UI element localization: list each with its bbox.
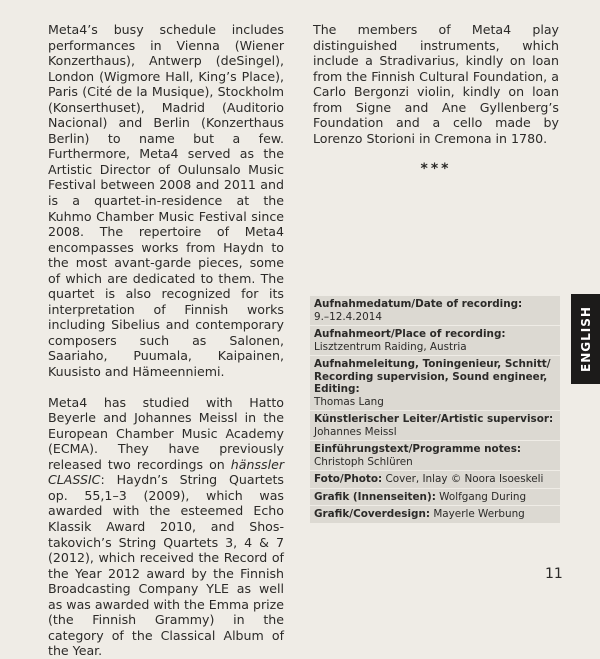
paragraph-studies-text-1: Meta4 has studied with Hatto Beyerle and Johannes Meissl in the European Chamber Music Academy (ECMA). They have previously released two recordings on	[48, 394, 284, 472]
credit-row	[310, 506, 560, 523]
credit-row	[310, 411, 560, 441]
credit-row	[310, 441, 560, 471]
label-name: hänssler CLASSIC	[48, 456, 284, 488]
credit-value: Cover, Inlay © Noora Isoeskeli	[385, 473, 544, 485]
credit-row	[310, 296, 560, 326]
credit-row	[310, 471, 560, 489]
credit-label: Grafik/Coverdesign:	[314, 508, 431, 520]
credit-label: Aufnahmeleitung, Toningenieur, Schnitt/ Recording supervision, Sound engineer, Editing:	[314, 358, 551, 395]
credit-value: Mayerle Werbung	[433, 508, 525, 520]
credit-value: Johannes Meissl	[314, 425, 397, 438]
credit-value: 9.–12.4.2014	[314, 310, 382, 323]
credits-box	[310, 296, 560, 523]
credit-label: Grafik (Innenseiten):	[314, 490, 436, 503]
credit-value: Wolfgang During	[439, 490, 527, 503]
credit-label: Künstlerischer Leiter/Artistic supervisor:	[314, 413, 554, 425]
credit-label: Foto/Photo:	[314, 473, 383, 485]
paragraph-studies	[48, 395, 284, 659]
credit-label: Aufnahmeort/Place of recording:	[314, 328, 506, 340]
credit-value: Thomas Lang	[314, 395, 384, 408]
paragraph-instruments: The members of Meta4 play distinguished instruments, which include a Stradivarius, kindly on loan from the Finnish Cultural Foundation, a Carlo Bergonzi violin, kindly on loan from Signe and Ane Gyllenberg’s Foundation and a cello made by Lorenzo Storioni in Cremona in 1780.	[313, 22, 559, 146]
language-tab-label: ENGLISH	[578, 306, 593, 372]
credit-row	[310, 326, 560, 356]
credit-row	[310, 489, 560, 507]
credit-value: Christoph Schlüren	[314, 455, 413, 468]
paragraph-schedule: Meta4’s busy schedule includes performances in Vienna (Wiener Konzerthaus), Antwerp (deSingel), London (Wigmore Hall, King’s Place), Paris (Cité de la Musique), Stockholm (Konserthuset), Madrid (Auditorio Nacional) and Berlin (Konzerthaus Berlin) to name but a few. Furthermore, Meta4 served as the Artistic Director of Oulunsalo Music Festival between 2008 and 2011 and is a quartet-in-residence at the Kuhmo Chamber Music Festival since 2008. The repertoire of Meta4 encompasses works from Haydn to the most avant-garde pieces, some of which are dedicated to them. The quartet is also recognized for its interpretation of Finnish works including Sibelius and contemporary composers such as Salonen, Saariaho, Puumala, Kaipainen, Kuusisto and Hämeenniemi.	[48, 22, 284, 380]
left-column	[48, 22, 284, 659]
credit-row	[310, 356, 560, 411]
page-number: 11	[545, 566, 563, 582]
section-separator: ***	[420, 161, 452, 178]
language-tab	[571, 294, 600, 384]
right-column	[313, 22, 559, 178]
paragraph-studies-text-2: : Haydn’s String Quartets op. 55,1–3 (2009), which was awarded with the esteemed Echo Klassik Award 2010, and Shostakovich’s String Quartets 3, 4 & 7 (2012), which received the Record of the Year 2012 award by the Finnish Broadcasting Company YLE as well as was awarded with the Emma prize (the Finnish Grammy) in the category of the Classical Album of the Year.	[48, 472, 284, 659]
credit-value: Lisztzentrum Raiding, Austria	[314, 340, 467, 353]
credit-label: Aufnahmedatum/Date of recording:	[314, 298, 523, 310]
credit-label: Einführungstext/Programme notes:	[314, 443, 522, 455]
